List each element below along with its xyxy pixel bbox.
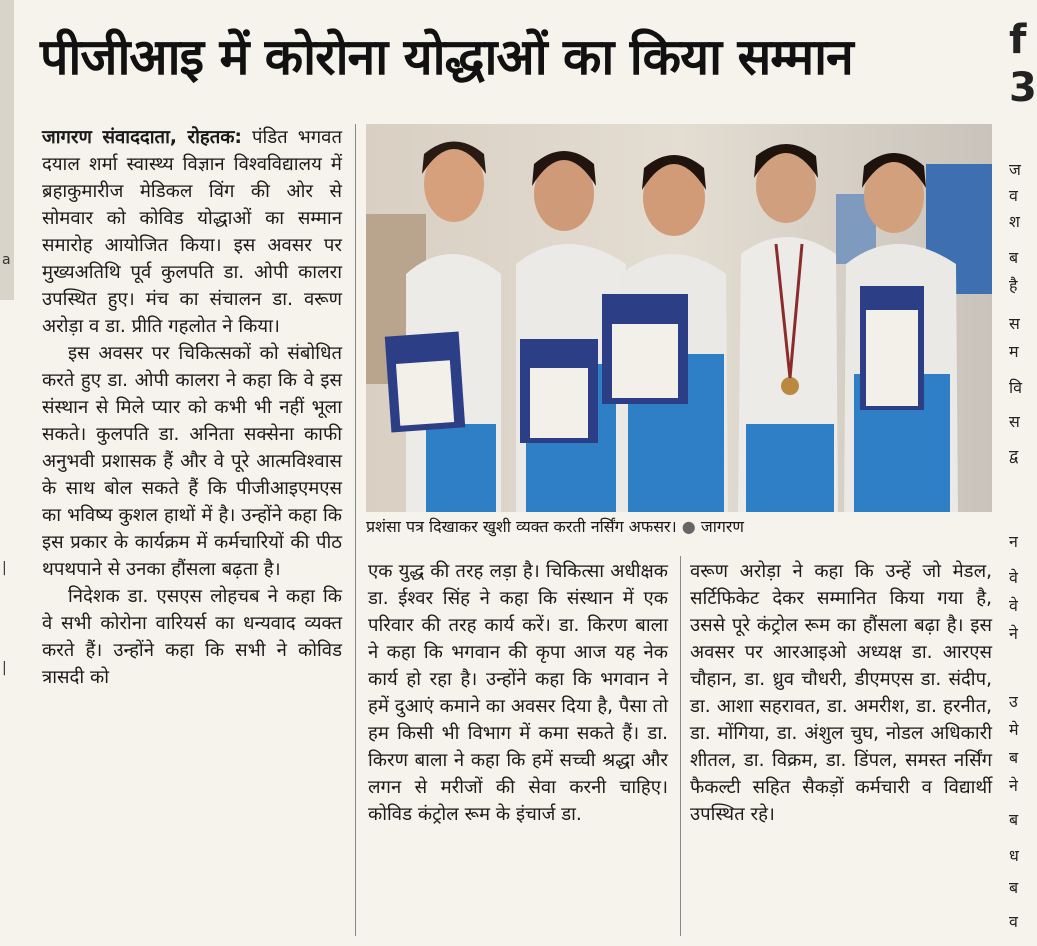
adjacent-text-char: है	[1009, 276, 1018, 295]
caption-text: प्रशंसा पत्र दिखाकर खुशी व्यक्त करती नर्सिंग अफसर।	[366, 517, 677, 536]
adjacent-text-char: ब	[1009, 810, 1019, 829]
adjacent-text-char: ज	[1009, 160, 1021, 179]
adjacent-text-char: व	[1009, 186, 1018, 205]
byline: जागरण संवाददाता, रोहतक:	[42, 127, 242, 148]
article-paragraph: वरूण अरोड़ा ने कहा कि उन्हें जो मेडल, सर्टिफिकेट देकर सम्मानित किया गया है, उससे पूरे कंट्रोल रूम का हौंसला बढ़ा है। इस अवसर पर आरआइओ अध्यक्ष डा. आरएस चौहान, डा. ध्रुव चौधरी, डीएमएस डा. संदीप, डा. आशा सहरावत, डा. अमरीश, डा. हरनीत, डा. मोंगिया, डा. अंशुल चुघ, नोडल अधिकारी शीतल, डा. विक्रम, डा. डिंपल, समस्त नर्सिंग फैकल्टी सहित सैकड़ों कर्मचारी व विद्यार्थी उपस्थित रहे।	[690, 561, 992, 825]
adjacent-text-char: ध	[1009, 846, 1019, 865]
bullet-icon: ●	[681, 517, 696, 536]
left-strip-char: |	[2, 660, 7, 676]
adjacent-text-char: म	[1009, 342, 1019, 361]
article-paragraph	[42, 124, 342, 340]
article-paragraph: एक युद्ध की तरह लड़ा है। चिकित्सा अधीक्षक डा. ईश्वर सिंह ने कहा कि संस्थान में एक परिवार की तरह कार्य करें। डा. किरण बाला ने कहा कि भगवान की कृपा आज यह नेक कार्य हो रहा है। उन्होंने कहा कि भगवान ने हमें दुआएं कमाने का अवसर दिया है, पैसा तो हम किसी भी विभाग में कमा सकते हैं। डा. किरण बाला ने कहा कि हमें सच्ची श्रद्धा और लगन से मरीजों की सेवा करनी चाहिए। कोविड कंट्रोल रूम के इंचार्ज डा.	[368, 561, 668, 825]
adjacent-text-char: द्व	[1009, 446, 1019, 465]
adjacent-text-char: ब	[1009, 878, 1019, 897]
article-column-1	[42, 124, 342, 691]
adjacent-text-char: ने	[1009, 624, 1018, 643]
adjacent-article-right-strip	[1003, 0, 1037, 946]
adjacent-text-char: स	[1009, 314, 1020, 333]
column-divider	[680, 556, 681, 936]
adjacent-text-char: उ	[1009, 692, 1018, 711]
adjacent-text-char: वे	[1009, 596, 1018, 615]
photo-caption	[366, 516, 992, 538]
article-paragraph: निदेशक डा. एसएस लोहचब ने कहा कि वे सभी कोरोना वारियर्स का धन्यवाद व्यक्त करते हैं। उन्होंने कहा कि सभी ने कोविड त्रासदी को	[42, 586, 342, 688]
adjacent-text-char: न	[1009, 532, 1018, 551]
adjacent-text-char: स	[1009, 412, 1020, 431]
adjacent-text-char: ब	[1009, 748, 1019, 767]
photo-credit: जागरण	[700, 517, 744, 536]
nurses-holding-certificates-photo	[366, 124, 992, 512]
adjacent-text-char: वि	[1009, 378, 1023, 397]
adjacent-headline-char: f	[1009, 17, 1027, 63]
column-divider	[355, 124, 356, 936]
adjacent-text-char: ब	[1009, 248, 1019, 267]
left-strip-char: |	[2, 560, 7, 576]
headline: पीजीआइ में कोरोना योद्धाओं का किया सम्मान	[40, 28, 853, 86]
article-paragraph: इस अवसर पर चिकित्सकों को संबोधित करते हुए डा. ओपी कालरा ने कहा कि वे इस संस्थान से मिले प्यार को कभी भी नहीं भूला सकते। कुलपति डा. अनिता सक्सेना काफी अनुभवी प्रशासक हैं और वे पूरे आत्मविश्वास के साथ बोल सकते हैं कि पीजीआइएमएस का भविष्य कुशल हाथों में है। उन्होंने कहा कि इस प्रकार के कार्यक्रम में कर्मचारियों की पीठ थपथपाने से उनका हौंसला बढ़ता है।	[42, 343, 342, 580]
adjacent-column-left-strip	[0, 0, 14, 676]
adjacent-headline-char: 3	[1009, 65, 1037, 111]
article-column-2	[368, 558, 668, 828]
left-strip-char: a	[2, 252, 11, 268]
article-column-3	[690, 558, 992, 828]
adjacent-text-char: वे	[1009, 568, 1018, 587]
adjacent-text-char: मे	[1009, 720, 1019, 739]
adjacent-text-char: व	[1009, 912, 1018, 931]
adjacent-text-char: श	[1009, 212, 1020, 231]
adjacent-text-char: ने	[1009, 776, 1018, 795]
paragraph-text: पंडित भगवत दयाल शर्मा स्वास्थ्य विज्ञान विश्वविद्यालय में ब्रहाकुमारीज मेडिकल विंग की ओर से सोमवार को कोविड योद्धाओं का सम्मान समारोह आयोजित किया। इस अवसर पर मुख्यअतिथि पूर्व कुलपति डा. ओपी कालरा उपस्थित हुए। मंच का संचालन डा. वरूण अरोड़ा व डा. प्रीति गहलोत ने किया।	[42, 127, 342, 337]
